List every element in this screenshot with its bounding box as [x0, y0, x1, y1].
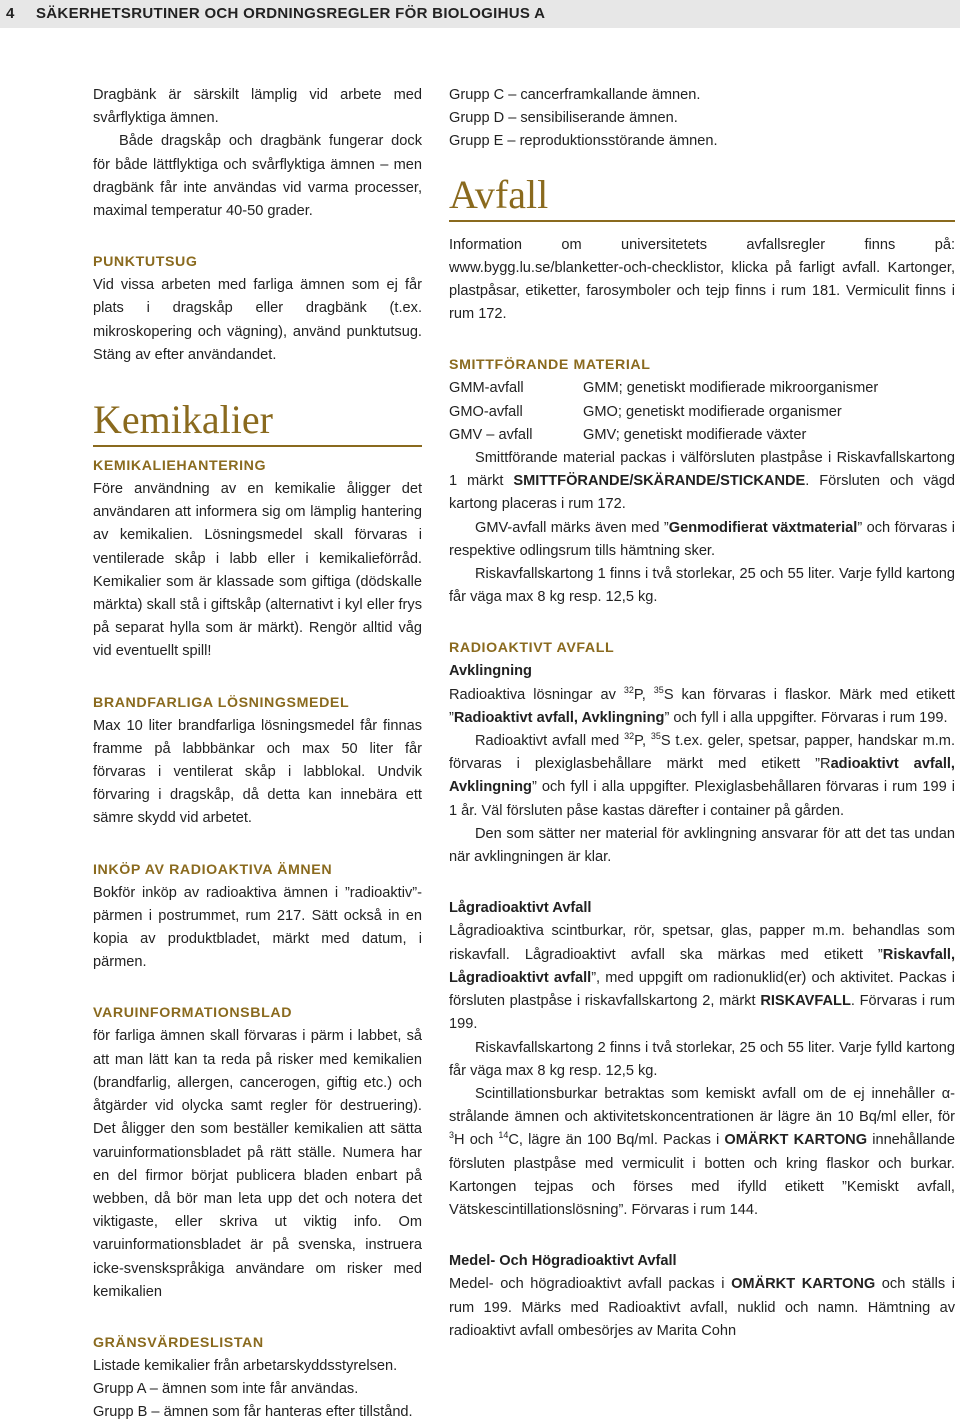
grupp-e: Grupp E – reproduktionsstörande ämnen.: [449, 133, 718, 150]
gm-row-value: GMO; genetiskt modifierade organismer: [583, 403, 842, 420]
running-title: SÄKERHETSRUTINER OCH ORDNINGSREGLER FÖR BIOLOGIHUS A: [36, 5, 546, 22]
intro-paragraph-1: Dragbänk är särskilt lämplig vid arbete med svårflyktiga ämnen.: [93, 87, 422, 127]
page-header: [0, 0, 960, 28]
gm-row-value: GMM; genetiskt modifierade mikroorganismer: [583, 380, 879, 397]
gransvardeslistan-line-1: Listade kemikalier från arbetarskyddsstyrelsen.: [93, 1357, 398, 1374]
smitt-paragraph-3: Riskavfallskartong 1 finns i två storlekar, 25 och 55 liter. Varje fylld kartong får väga max 8 kg resp. 12,5 kg.: [449, 566, 955, 606]
punktutsug-heading: PUNKTUTSUG: [93, 254, 198, 271]
gransvardeslistan-line-2: Grupp A – ämnen som inte får användas.: [93, 1381, 359, 1398]
gm-row-key: GMV – avfall: [449, 426, 533, 443]
avfall-title: Avfall: [449, 171, 549, 217]
varuinformationsblad-heading: VARUINFORMATIONSBLAD: [93, 1005, 293, 1022]
lagradioaktivt-heading: Lågradioaktivt Avfall: [449, 900, 592, 917]
right-column: [449, 84, 955, 1343]
gm-row: [449, 401, 955, 424]
avklingning-paragraph-2: Radioaktivt avfall med $^{32}$P, $^{35}$S t.ex. geler, spetsar, papper, handskar m.m. förvaras i plexiglasbehållare märkt med etikett ”Radioaktivt avfall, Avklingning” och fyll i alla uppgifter. Plexiglasbehållaren förvaras i rum 199 i 1 år. Väl försluten påse kastas därefter i container på gården.: [449, 731, 955, 819]
avklingning-paragraph-3: Den som sätter ner material för avklingning ansvarar för att det tas undan när avklingningen är klar.: [449, 825, 955, 866]
medel-hogradioaktivt-paragraph: Medel- och högradioaktivt avfall packas i OMÄRKT KARTONG och ställs i rum 199. Märks med Radioaktivt avfall, nuklid och namn. Hämtning av radioaktivt avfall ombesörjes av Marita Cohn: [449, 1276, 955, 1339]
kemikaliehantering-heading: KEMIKALIEHANTERING: [93, 458, 267, 475]
page-number: 4: [6, 5, 15, 22]
gm-row-key: GMO-avfall: [449, 403, 523, 420]
lagradioaktivt-paragraph-1: Lågradioaktiva scintburkar, rör, spetsar, glas, papper m.m. behandlas som riskavfall. Lågradioaktivt avfall ska märkas med etikett ”Riskavfall, Lågradioaktivt avfall”, med uppgift om radionuklid(er) och aktivitet. Packas i försluten plastpåse i riskavfallskartong 2, märkt RISKAVFALL. Förvaras i rum 199.: [449, 923, 955, 1033]
gm-row-value: GMV; genetiskt modifierade växter: [583, 426, 807, 443]
left-column: [93, 84, 422, 1425]
lagradioaktivt-paragraph-2: Riskavfallskartong 2 finns i två storlekar, 25 och 55 liter. Varje fylld kartong får väga max 8 kg resp. 12,5 kg.: [449, 1039, 955, 1079]
brandfarliga-heading: BRANDFARLIGA LÖSNINGSMEDEL: [93, 694, 350, 711]
gransvardeslistan-heading: GRÄNSVÄRDESLISTAN: [93, 1334, 264, 1351]
grupp-d: Grupp D – sensibiliserande ämnen.: [449, 110, 678, 127]
radioaktivt-avfall-heading: RADIOAKTIVT AVFALL: [449, 640, 615, 657]
inkop-text: Bokför inköp av radioaktiva ämnen i ”radioaktiv”-pärmen i postrummet, rum 217. Sätt också in en kopia av produktbladet, märkt med datum, i pärmen.: [93, 884, 422, 971]
avfall-title-block: [449, 170, 955, 222]
gm-row-key: GMM-avfall: [449, 380, 524, 397]
punktutsug-text: Vid vissa arbeten med farliga ämnen som ej får plats i dragskåp eller dragbänk (t.ex. mikroskopering och vägning), använd punktutsug. Stäng av efter användandet.: [93, 277, 422, 363]
inkop-heading: INKÖP AV RADIOAKTIVA ÄMNEN: [93, 861, 333, 878]
kemikalier-title: Kemikalier: [93, 397, 273, 443]
gransvardeslistan-line-3: Grupp B – ämnen som får hanteras efter tillstånd.: [93, 1404, 413, 1421]
smittforande-heading: SMITTFÖRANDE MATERIAL: [449, 357, 651, 374]
smitt-paragraph-1: Smittförande material packas i välförsluten plastpåse i Riskavfallskartong 1 märkt SMITTFÖRANDE/SKÄRANDE/STICKANDE. Försluten och vägd kartong placeras i rum 172.: [449, 450, 955, 513]
avklingning-heading: Avklingning: [449, 663, 532, 680]
intro-paragraph-2: Både dragskåp och dragbänk fungerar dock för både lättflyktiga och svårflyktiga ämnen – men dragbänk får inte användas vid varma processer, maximal temperatur 40-50 grader.: [93, 133, 422, 220]
avklingning-paragraph-1: Radioaktiva lösningar av $^{32}$P, $^{35}$S kan förvaras i flaskor. Märk med etikett ”Radioaktivt avfall, Avklingning” och fyll i alla uppgifter. Förvaras i rum 199.: [449, 684, 955, 726]
kemikalier-title-block: [93, 395, 422, 447]
medel-hogradioaktivt-heading: Medel- Och Högradioaktivt Avfall: [449, 1253, 677, 1270]
gm-row: [449, 377, 955, 400]
varuinformationsblad-text: för farliga ämnen skall förvaras i pärm i labbet, så att man lätt kan ta reda på risker med kemikalien (brandfarlig, allergen, cancerogen, giftig etc.) och åtgärder vid olycka samt regler för destruering). Det åligger den som beställer kemikalien att sätta varuinformationsbladet på rätt ställe. Numera har en del firmor börjat publicera bladen enbart på webben, då bör man leta upp det och notera det viktigaste, eller skriva ut viktig info. Om varuinformationsbladet är på svenska, instruera icke-svenskspråkiga användare om risker med kemikalien: [93, 1028, 422, 1300]
kemikaliehantering-text: Före användning av en kemikalie åligger det användaren att informera sig om lämplig hantering av kemikalien. Lösningsmedel skall förvaras i ventilerade skåp i labb eller i kemikalieförråd. Kemikalier som är klassade som giftiga (dödskalle märkta) skall stå i giftskåp (alternativt i kyl eller frys på separat hylla som är märkt). Rengör alltid våg vid eventuellt spill!: [93, 481, 422, 660]
grupp-c: Grupp C – cancerframkallande ämnen.: [449, 87, 701, 103]
lagradioaktivt-paragraph-3: Scintillationsburkar betraktas som kemiskt avfall om de ej innehåller α-strålande ämnen och aktivitetskoncentrationen är lägre än 10 Bq/ml eller, för $^3$H och $^{14}$C, lägre än 100 Bq/ml. Packas i OMÄRKT KARTONG innehållande försluten plastpåse med vermiculit i botten och kring flaskor och burkar. Kartongen tejpas och förses med ifylld etikett ”Kemiskt avfall, Vätskescintillationslösning”. Förvaras i rum 144.: [449, 1085, 955, 1218]
avfall-info: Information om universitetets avfallsregler finns på: www.bygg.lu.se/blanketter-och-checklistor, klicka på farligt avfall. Kartonger, plastpåsar, etiketter, farosymboler och tejp finns i rum 181. Vermiculit finns i rum 172.: [449, 236, 955, 323]
gm-row: [449, 424, 955, 447]
brandfarliga-text: Max 10 liter brandfarliga lösningsmedel får finnas framme på labbbänkar och max 50 liter får förvaras i ventilerat skåp i labblokal. Undvik förvaring i dragskåp, då detta kan innebära ett sämre skydd vid arbetet.: [93, 717, 422, 827]
smitt-paragraph-2: GMV-avfall märks även med ”Genmodifierat växtmaterial” och förvaras i respektive odlingsrum tills hämtning sker.: [449, 519, 956, 559]
